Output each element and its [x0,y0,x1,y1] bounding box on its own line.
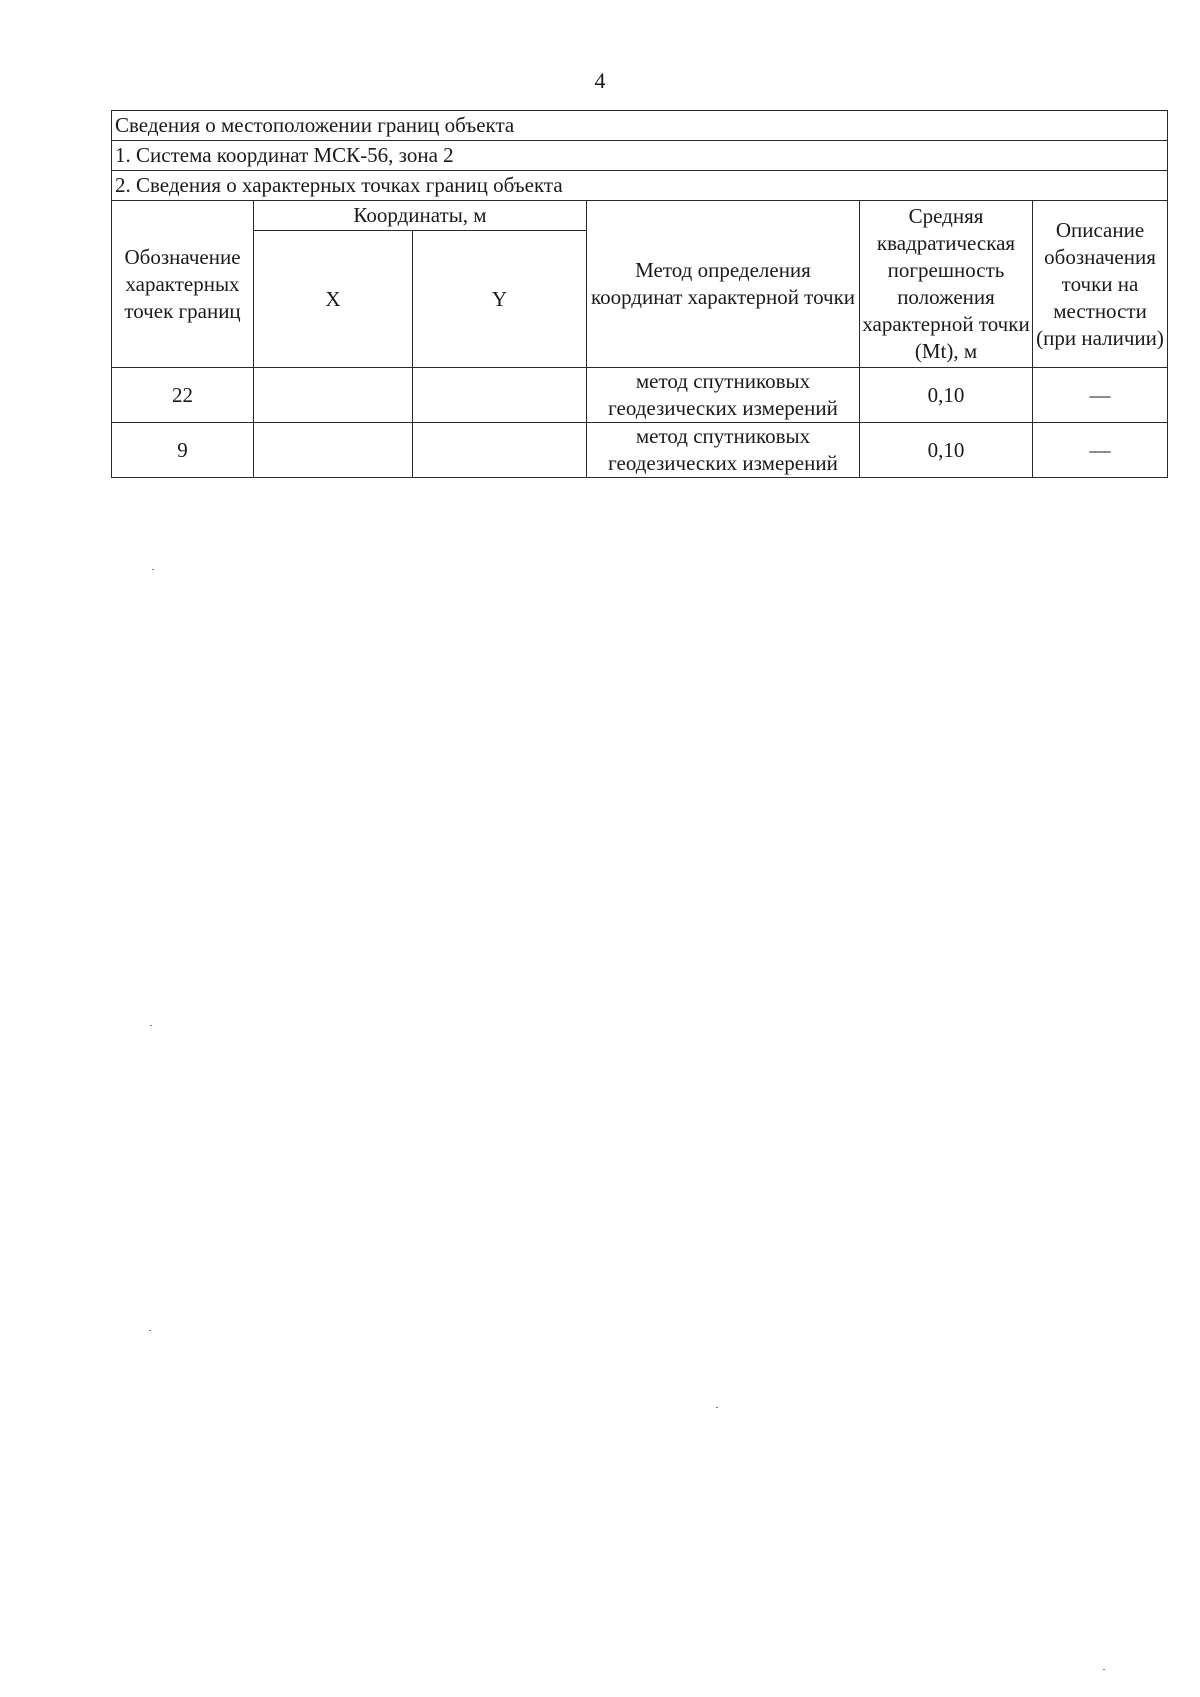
cell-x [254,368,413,423]
cell-description: — [1033,423,1168,478]
cell-description: — [1033,368,1168,423]
cell-point: 9 [112,423,254,478]
header-method: Метод определения координат характерной точки [587,201,860,368]
points-title: 2. Сведения о характерных точках границ объекта [112,171,1168,201]
section-title-row [112,111,1168,141]
header-x: X [254,231,413,368]
table-row [112,368,1168,423]
scan-speck [150,1025,152,1026]
cell-accuracy: 0,10 [860,368,1033,423]
cell-y [413,368,587,423]
cell-point: 22 [112,368,254,423]
boundary-points-table [111,110,1168,478]
coordinate-system: 1. Система координат МСК-56, зона 2 [112,141,1168,171]
page-number: 4 [594,68,606,93]
scan-speck [149,1330,151,1331]
scan-speck [716,1407,718,1408]
cell-accuracy: 0,10 [860,423,1033,478]
coordinate-system-row [112,141,1168,171]
cell-y [413,423,587,478]
cell-method: метод спутниковых геодезических измерений [587,368,860,423]
header-description: Описание обозначения точки на местности (при наличии) [1033,201,1168,368]
scan-speck [152,569,154,570]
cell-x [254,423,413,478]
cell-method: метод спутниковых геодезических измерений [587,423,860,478]
header-row-1 [112,201,1168,231]
table-row [112,423,1168,478]
points-title-row [112,171,1168,201]
header-accuracy: Средняя квадратическая погрешность положения характерной точки (Mt), м [860,201,1033,368]
section-title: Сведения о местоположении границ объекта [112,111,1168,141]
header-point-label: Обозначение характерных точек границ [112,201,254,368]
header-y: Y [413,231,587,368]
scan-speck [1103,1669,1105,1670]
header-coordinates: Координаты, м [254,201,587,231]
